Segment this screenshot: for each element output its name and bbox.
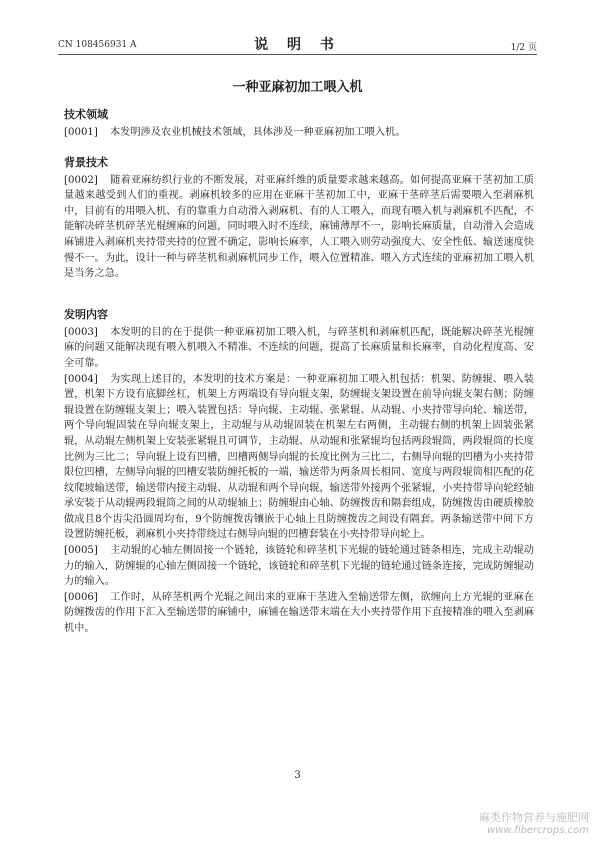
paragraph-text: 工作时，从碎茎机两个光辊之间出来的亚麻干茎进入至输送带左侧，欲缠向上方光辊的亚麻在防缠拨齿的作用下汇入至输送带的麻铺中，麻铺在输送带末端在大小夹持带作用下直接精准的喂入至剥麻机中。: [64, 591, 534, 635]
paragraph-number: [0001]: [64, 127, 98, 138]
patent-number: CN 108456931 A: [58, 40, 137, 50]
watermark-site-name: 麻类作物营养与施肥网: [479, 811, 589, 824]
document-title: 一种亚麻初加工喂入机: [232, 80, 363, 95]
paragraph-number: [0005]: [64, 545, 98, 557]
paragraph: [64, 325, 534, 372]
paragraph-text: 本发明的目的在于提供一种亚麻初加工喂入机，与碎茎机和剥麻机匹配，既能解决碎茎光棍缠麻的问题又能解决现有喂入机喂入不精准、不连续的问题，提高了长麻质量和长麻率，自动化程度高、安全可靠。: [64, 326, 534, 369]
paragraph-number: [0003]: [64, 326, 98, 338]
paragraph-number: [0004]: [64, 373, 98, 385]
paragraph: [64, 543, 534, 590]
page-header: [58, 30, 537, 55]
paragraph: [64, 372, 534, 544]
watermark-url: www.fibercrops.com: [487, 825, 589, 836]
paragraph-text: 为实现上述目的，本发明的技术方案是：一种亚麻初加工喂入机包括：机架、防缠辊、喂入装置，机架下方设有底脚丝杠，机架上方两端设有导向辊支架，防缠辊支架设置在前导向辊支架右侧；防缠辊设置在防缠辊支架上；喂入装置包括：导向辊、主动辊、张紧辊、从动辊、小夹持带导向轮、输送带，两个导向辊固装在导向辊支架上，主动辊与从动辊固装在机架左右两侧，主动辊右侧的机架上固装张紧辊，从动辊左侧机架上安装张紧辊且可调节，主动辊、从动辊和张紧辊均包括两段辊筒，两段辊筒的长度比例为三比二；导向辊上设有凹槽，凹槽两侧导向辊的长度比例为三比二，右侧导向辊的凹槽为小夹持带限位凹槽，左侧导向辊的凹槽安装防缠托板的一端，输送带为两条周长相同、宽度与两段辊筒相匹配的花纹爬坡输送带，输送带内接主动辊、从动辊和两个导向辊，输送带外接两个张紧辊，小夹持带导向轮经轴承安装于从动辊两段辊筒之间的从动辊轴上；防缠辊由心轴、防缠拨齿和隔套组成，防缠拨齿由硬质橡胶做成且8个齿尖沿圆周均布，9个防缠拨齿镶嵌于心轴上且防缠拨齿之间设有隔套。两条输送带中间下方设置防缠托板，剥麻机小夹持带绕过右侧导向辊的凹槽套装在小夹持带导向轮上。: [64, 373, 534, 541]
page-indicator: 1/2 页: [510, 43, 537, 53]
document-type: 说 明 书: [254, 37, 341, 53]
watermark: [479, 809, 589, 836]
paragraph: [64, 173, 534, 282]
section-heading-technical-field: 技术领域: [64, 108, 108, 121]
paragraph: [64, 125, 534, 141]
paragraph-number: [0006]: [64, 591, 98, 603]
paragraph-text: 本发明涉及农业机械技术领域，具体涉及一种亚麻初加工喂入机。: [110, 127, 406, 138]
document-body: [64, 107, 534, 637]
paragraph-number: [0002]: [64, 174, 98, 186]
section-heading-background: 背景技术: [64, 155, 108, 169]
paragraph: [64, 590, 534, 637]
page-number: 3: [294, 770, 301, 781]
paragraph-text: 主动辊的心轴左侧固接一个链轮，该链轮和碎茎机下光辊的链轮通过链条相连，完成主动辊动力的输入，防缠辊的心轴左侧固接一个链轮，该链轮和碎茎机下光辊的链轮通过链条连接，完成防缠辊动力的输入。: [64, 545, 534, 588]
paragraph-text: 随着亚麻纺织行业的不断发展，对亚麻纤维的质量要求越来越高。如何提高亚麻干茎初加工质量越来越受到人们的重视。剥麻机较多的应用在亚麻干茎初加工中，亚麻干茎碎茎后需要喂入至剥麻机中，目前有的用喂入机、有的靠重力自动滑入剥麻机、有的人工喂入，而现有喂入机与剥麻机不匹配，不能解决碎茎机碎茎光棍缠麻的问题，同时喂入时不连续，麻铺薄厚不一，影响长麻质量，自动滑入会造成麻铺进入剥麻机夹持带夹持的位置不确定，影响长麻率，人工喂入则劳动强度大、安全性低、输送速度快慢不一。为此，设计一种与碎茎机和剥麻机同步工作，喂入位置精准、喂入方式连续的亚麻初加工喂入机是当务之急。: [64, 174, 534, 280]
section-heading-summary: 发明内容: [64, 307, 108, 321]
